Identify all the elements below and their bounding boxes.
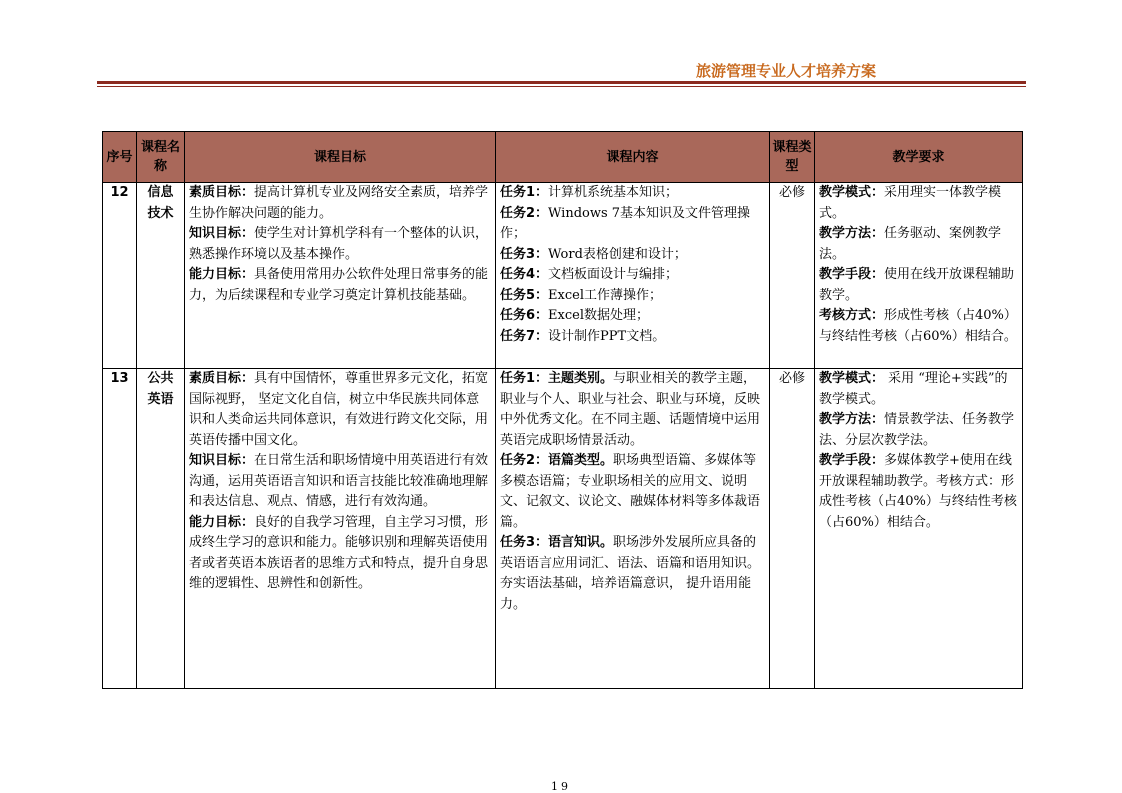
course-content-text: 与职业相关的教学主题，职业与个人、职业与社会、职业与环境，反映中外优秀文化。在不同主题、话题情境中运用英语完成职场情景活动。 xyxy=(500,371,761,448)
header-content: 课程内容 xyxy=(496,132,770,183)
course-content-label: 任务1：主题类别。 xyxy=(500,371,614,386)
header-no: 序号 xyxy=(103,132,137,183)
course-goal-item xyxy=(189,369,491,451)
course-content-item xyxy=(500,183,765,204)
course-goal xyxy=(185,183,496,369)
teaching-requirement-text: 使用在线开放课程辅助教学。 xyxy=(819,267,1015,303)
document-header-title: 旅游管理专业人才培养方案 xyxy=(695,62,876,80)
teaching-requirement-label: 教学手段： xyxy=(819,453,885,468)
teaching-requirement-label: 教学模式： xyxy=(819,371,885,386)
teaching-requirement-text: 任务驱动、案例教学法。 xyxy=(819,226,1002,262)
course-content-text: 职场典型语篇、多媒体等多模态语篇；专业职场相关的应用文、说明文、记叙文、议论文、融媒体材料等多体裁语篇。 xyxy=(500,453,761,530)
teaching-requirement xyxy=(815,369,1023,689)
header-rule-thin xyxy=(97,86,1026,87)
course-goal-text: 良好的自我学习管理，自主学习习惯，形成终生学习的意识和能力。能够识别和理解英语使用者或者英语本族语者的思维方式和特点，提升自身思维的逻辑性、思辨性和创新性。 xyxy=(189,514,489,591)
course-content-text: 计算机系统基本知识； xyxy=(548,185,679,200)
header-req: 教学要求 xyxy=(815,132,1023,183)
course-content-text: Windows 7基本知识及文件管理操作； xyxy=(500,205,751,241)
curriculum-table xyxy=(102,131,1023,689)
course-content-label: 任务3：语言知识。 xyxy=(500,535,614,550)
teaching-requirement-item xyxy=(819,369,1018,410)
teaching-requirement-text: 情景教学法、任务教学法、分层次教学法。 xyxy=(819,412,1015,448)
course-content xyxy=(496,183,770,369)
teaching-requirement-label: 考核方式： xyxy=(819,308,885,323)
table-header-row xyxy=(103,132,1023,183)
teaching-requirement-item xyxy=(819,265,1018,306)
page-number: 19 xyxy=(551,780,571,793)
course-goal-text: 提高计算机专业及网络安全素质，培养学生协作解决问题的能力。 xyxy=(189,185,489,221)
table-row xyxy=(103,369,1023,689)
teaching-requirement-text: 采用 “理论+实践”的教学模式。 xyxy=(819,371,1008,407)
teaching-requirement-text: 形成性考核（占40%）与终结性考核（占60%）相结合。 xyxy=(819,308,1017,344)
course-type: 必修 xyxy=(770,183,815,369)
course-content-text: Excel数据处理； xyxy=(548,308,650,323)
table-row xyxy=(103,183,1023,369)
course-goal-text: 具有中国情怀，尊重世界多元文化，拓宽国际视野， 坚定文化自信，树立中华民族共同体意识和人类命运共同体意识，有效进行跨文化交际，用英语传播中国文化。 xyxy=(189,371,489,448)
course-goal-label: 知识目标： xyxy=(189,226,255,241)
teaching-requirement-label: 教学模式： xyxy=(819,185,885,200)
course-goal-label: 素质目标： xyxy=(189,185,255,200)
header-goal: 课程目标 xyxy=(185,132,496,183)
course-content-item xyxy=(500,245,765,266)
course-goal-label: 能力目标： xyxy=(189,267,255,282)
teaching-requirement-text: 多媒体教学+使用在线开放课程辅助教学。考核方式：形成性考核（占40%）与终结性考核（占60%）相结合。 xyxy=(819,453,1017,530)
course-goal-label: 能力目标： xyxy=(189,514,255,530)
course-content-item xyxy=(500,265,765,286)
course-content-label: 任务7： xyxy=(500,328,549,344)
course-content-item xyxy=(500,327,765,348)
course-content-label: 任务3： xyxy=(500,246,549,262)
course-content-label: 任务2： xyxy=(500,205,549,221)
row-number: 13 xyxy=(103,369,137,689)
course-content-label: 任务2：语篇类型。 xyxy=(500,453,614,468)
course-content-item xyxy=(500,451,765,533)
teaching-requirement-label: 教学方法： xyxy=(819,226,885,241)
row-number: 12 xyxy=(103,183,137,369)
course-goal-item xyxy=(189,451,491,513)
course-type: 必修 xyxy=(770,369,815,689)
course-content-text: 职场涉外发展所应具备的英语语言应用词汇、语法、语篇和语用知识。夯实语法基础，培养语篇意识， 提升语用能力。 xyxy=(500,535,761,612)
teaching-requirement-item xyxy=(819,451,1018,533)
course-name: 信息 技术 xyxy=(137,183,185,369)
teaching-requirement-text: 采用理实一体教学模式。 xyxy=(819,185,1002,221)
teaching-requirement-label: 教学方法： xyxy=(819,412,885,427)
course-content-item xyxy=(500,204,765,245)
course-goal-item xyxy=(189,183,491,224)
course-content-label: 任务4： xyxy=(500,267,549,282)
teaching-requirement xyxy=(815,183,1023,369)
course-content-label: 任务1： xyxy=(500,185,549,200)
teaching-requirement-item xyxy=(819,306,1018,347)
course-content-label: 任务5： xyxy=(500,287,549,303)
course-name: 公共 英语 xyxy=(137,369,185,689)
header-name: 课程名称 xyxy=(137,132,185,183)
course-goal-text: 在日常生活和职场情境中用英语进行有效沟通，运用英语语言知识和语言技能比较准确地理解和表达信息、观点、情感，进行有效沟通。 xyxy=(189,453,489,509)
teaching-requirement-item xyxy=(819,410,1018,451)
course-goal-text: 具备使用常用办公软件处理日常事务的能力，为后续课程和专业学习奠定计算机技能基础。 xyxy=(189,267,489,303)
teaching-requirement-item xyxy=(819,183,1018,224)
course-goal-label: 知识目标： xyxy=(189,453,255,468)
course-content-text: Word表格创建和设计； xyxy=(548,246,687,262)
header-type: 课程类型 xyxy=(770,132,815,183)
course-content-item xyxy=(500,369,765,451)
course-content-item xyxy=(500,533,765,615)
course-goal-item xyxy=(189,265,491,306)
course-goal xyxy=(185,369,496,689)
course-content-text: Excel工作薄操作； xyxy=(548,287,663,303)
course-content-label: 任务6： xyxy=(500,308,549,323)
course-goal-label: 素质目标： xyxy=(189,371,255,386)
course-content-text: 设计制作PPT文档。 xyxy=(548,328,666,344)
teaching-requirement-label: 教学手段： xyxy=(819,267,885,282)
course-content xyxy=(496,369,770,689)
course-content-text: 文档板面设计与编排； xyxy=(548,267,679,282)
course-content-item xyxy=(500,306,765,327)
teaching-requirement-item xyxy=(819,224,1018,265)
course-goal-item xyxy=(189,513,491,595)
course-goal-item xyxy=(189,224,491,265)
header-rule-thick xyxy=(97,81,1026,84)
course-content-item xyxy=(500,286,765,307)
course-goal-text: 使学生对计算机学科有一个整体的认识，熟悉操作环境以及基本操作。 xyxy=(189,226,489,262)
